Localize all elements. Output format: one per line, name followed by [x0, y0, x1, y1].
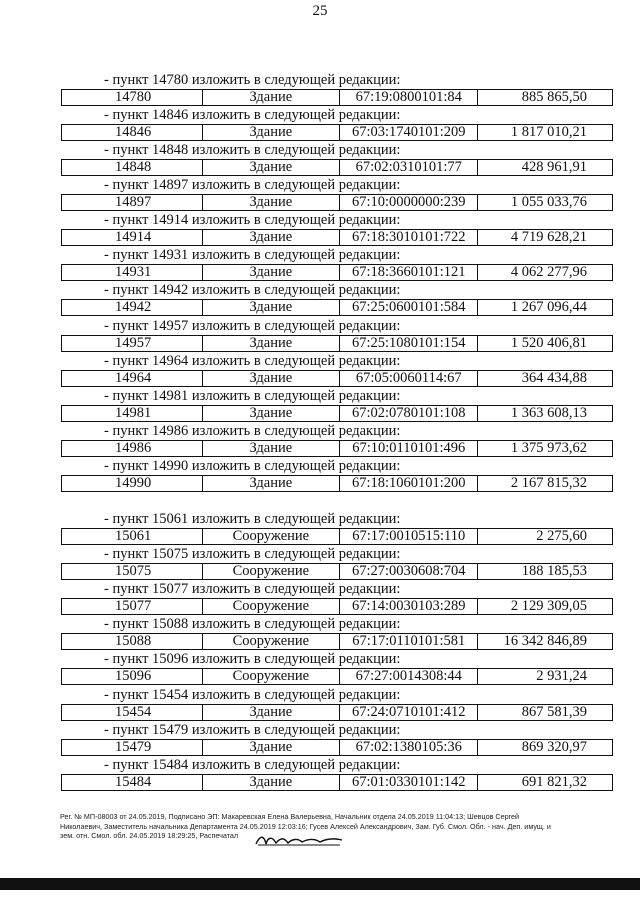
cadastral-value-cell: 1 817 010,21: [477, 125, 612, 140]
amendment-intro: - пункт 14846 изложить в следующей редакции:: [104, 107, 401, 123]
amendment-item: [0, 246, 640, 282]
footer-line-2: Николаевич, Заместитель начальника Департамента 24.05.2019 12:03:16; Гусев Алексей Александрович, Зам. Губ. Смол. Обл. - нач. Деп. имущ. и: [60, 821, 551, 831]
scan-edge-bar: [0, 878, 640, 890]
object-type-cell: Здание: [202, 371, 339, 386]
table-row: [61, 528, 613, 545]
object-type-cell: Здание: [202, 476, 339, 491]
cadastral-number-cell: 67:10:0000000:239: [339, 195, 477, 210]
cadastral-value-cell: 867 581,39: [477, 705, 612, 720]
amendment-item: [0, 615, 640, 651]
cadastral-value-cell: 2 275,60: [477, 529, 612, 544]
amendment-intro: - пункт 14914 изложить в следующей редакции:: [104, 212, 401, 228]
table-row: [61, 299, 613, 316]
item-number-cell: 15088: [115, 634, 152, 649]
item-number-cell: 15479: [115, 740, 152, 755]
object-type-cell: Здание: [202, 740, 339, 755]
cadastral-value-cell: 4 062 277,96: [477, 265, 612, 280]
amendment-intro: - пункт 14942 изложить в следующей редакции:: [104, 282, 401, 298]
amendment-intro: - пункт 14848 изложить в следующей редакции:: [104, 142, 401, 158]
amendment-item: [0, 281, 640, 317]
cadastral-value-cell: 2 167 815,32: [477, 476, 612, 491]
amendment-item: [0, 106, 640, 142]
table-row: [61, 124, 613, 141]
amendment-item: [0, 176, 640, 212]
amendment-item: [0, 422, 640, 458]
item-number-cell: 14914: [115, 230, 152, 245]
table-row: [61, 264, 613, 281]
amendment-item: [0, 352, 640, 388]
cadastral-value-cell: 428 961,91: [477, 160, 612, 175]
cadastral-value-cell: 4 719 628,21: [477, 230, 612, 245]
amendment-item: [0, 317, 640, 353]
cadastral-value-cell: 2 931,24: [477, 669, 612, 684]
amendment-intro: - пункт 15061 изложить в следующей редакции:: [104, 511, 401, 527]
table-row: [61, 440, 613, 457]
cadastral-number-cell: 67:17:0110101:581: [339, 634, 477, 649]
item-number-cell: 14931: [115, 265, 152, 280]
table-row: [61, 704, 613, 721]
cadastral-number-cell: 67:02:1380105:36: [339, 740, 477, 755]
object-type-cell: Сооружение: [202, 564, 339, 579]
cadastral-number-cell: 67:02:0310101:77: [339, 160, 477, 175]
table-row: [61, 159, 613, 176]
cadastral-number-cell: 67:19:0800101:84: [339, 90, 477, 105]
item-number-cell: 15077: [115, 599, 152, 614]
object-type-cell: Здание: [202, 441, 339, 456]
object-type-cell: Здание: [202, 406, 339, 421]
object-type-cell: Здание: [202, 336, 339, 351]
cadastral-number-cell: 67:18:1060101:200: [339, 476, 477, 491]
object-type-cell: Здание: [202, 775, 339, 790]
object-type-cell: Здание: [202, 230, 339, 245]
amendment-intro: - пункт 15096 изложить в следующей редакции:: [104, 651, 401, 667]
table-row: [61, 335, 613, 352]
amendment-intro: - пункт 14780 изложить в следующей редакции:: [104, 72, 401, 88]
amendment-intro: - пункт 14981 изложить в следующей редакции:: [104, 388, 401, 404]
object-type-cell: Сооружение: [202, 634, 339, 649]
cadastral-number-cell: 67:27:0014308:44: [339, 669, 477, 684]
amendment-intro: - пункт 15077 изложить в следующей редакции:: [104, 581, 401, 597]
amendment-item: [0, 457, 640, 493]
amendment-item: [0, 387, 640, 423]
cadastral-number-cell: 67:03:1740101:209: [339, 125, 477, 140]
item-number-cell: 14942: [115, 300, 152, 315]
cadastral-number-cell: 67:25:0600101:584: [339, 300, 477, 315]
table-row: [61, 229, 613, 246]
amendment-intro: - пункт 15075 изложить в следующей редакции:: [104, 546, 401, 562]
table-row: [61, 739, 613, 756]
table-row: [61, 668, 613, 685]
item-number-cell: 14986: [115, 441, 152, 456]
amendment-intro: - пункт 14897 изложить в следующей редакции:: [104, 177, 401, 193]
object-type-cell: Здание: [202, 160, 339, 175]
cadastral-value-cell: 869 320,97: [477, 740, 612, 755]
amendment-item: [0, 71, 640, 107]
amendment-item: [0, 580, 640, 616]
object-type-cell: Здание: [202, 705, 339, 720]
object-type-cell: Сооружение: [202, 529, 339, 544]
amendment-item: [0, 721, 640, 757]
cadastral-number-cell: 67:25:1080101:154: [339, 336, 477, 351]
amendment-item: [0, 545, 640, 581]
amendment-intro: - пункт 14990 изложить в следующей редакции:: [104, 458, 401, 474]
object-type-cell: Здание: [202, 265, 339, 280]
table-row: [61, 633, 613, 650]
cadastral-number-cell: 67:18:3010101:722: [339, 230, 477, 245]
item-number-cell: 15075: [115, 564, 152, 579]
cadastral-number-cell: 67:02:0780101:108: [339, 406, 477, 421]
table-row: [61, 194, 613, 211]
amendment-intro: - пункт 15479 изложить в следующей редакции:: [104, 722, 401, 738]
cadastral-number-cell: 67:14:0030103:289: [339, 599, 477, 614]
item-number-cell: 14981: [115, 406, 152, 421]
object-type-cell: Здание: [202, 300, 339, 315]
cadastral-value-cell: 1 375 973,62: [477, 441, 612, 456]
item-number-cell: 15484: [115, 775, 152, 790]
cadastral-value-cell: 1 267 096,44: [477, 300, 612, 315]
cadastral-number-cell: 67:27:0030608:704: [339, 564, 477, 579]
table-row: [61, 598, 613, 615]
table-row: [61, 774, 613, 791]
cadastral-number-cell: 67:01:0330101:142: [339, 775, 477, 790]
amendment-item: [0, 141, 640, 177]
cadastral-number-cell: 67:10:0110101:496: [339, 441, 477, 456]
footer-line-1: Рег. № МП-08003 от 24.05.2019, Подписано ЭП: Макаревская Елена Валерьевна, Начальник отдела 24.05.2019 11:04:13; Шевцов Сергей: [60, 812, 520, 821]
cadastral-value-cell: 691 821,32: [477, 775, 612, 790]
amendment-intro: - пункт 14964 изложить в следующей редакции:: [104, 353, 401, 369]
table-row: [61, 405, 613, 422]
item-number-cell: 14848: [115, 160, 152, 175]
table-row: [61, 370, 613, 387]
amendment-intro: - пункт 14986 изложить в следующей редакции:: [104, 423, 401, 439]
cadastral-value-cell: 364 434,88: [477, 371, 612, 386]
footer-line-3: зем. отн. Смол. обл. 24.05.2019 18:29:25, Распечатал: [60, 831, 239, 840]
table-row: [61, 475, 613, 492]
amendment-intro: - пункт 15088 изложить в следующей редакции:: [104, 616, 401, 632]
item-number-cell: 15454: [115, 705, 152, 720]
object-type-cell: Здание: [202, 90, 339, 105]
page-number: 25: [312, 3, 328, 19]
amendment-item: [0, 211, 640, 247]
item-number-cell: 15096: [115, 669, 152, 684]
table-row: [61, 563, 613, 580]
object-type-cell: Здание: [202, 195, 339, 210]
cadastral-value-cell: 885 865,50: [477, 90, 612, 105]
item-number-cell: 15061: [115, 529, 152, 544]
object-type-cell: Здание: [202, 125, 339, 140]
item-number-cell: 14897: [115, 195, 152, 210]
cadastral-value-cell: 1 363 608,13: [477, 406, 612, 421]
amendment-item: [0, 686, 640, 722]
handwritten-signature: [254, 833, 344, 847]
cadastral-value-cell: 1 520 406,81: [477, 336, 612, 351]
amendment-intro: - пункт 14931 изложить в следующей редакции:: [104, 247, 401, 263]
cadastral-value-cell: 16 342 846,89: [477, 634, 612, 649]
item-number-cell: 14780: [115, 90, 152, 105]
amendment-intro: - пункт 14957 изложить в следующей редакции:: [104, 318, 401, 334]
cadastral-number-cell: 67:17:0010515:110: [339, 529, 477, 544]
cadastral-value-cell: 1 055 033,76: [477, 195, 612, 210]
amendment-intro: - пункт 15484 изложить в следующей редакции:: [104, 757, 401, 773]
cadastral-number-cell: 67:05:0060114:67: [339, 371, 477, 386]
cadastral-value-cell: 188 185,53: [477, 564, 612, 579]
cadastral-value-cell: 2 129 309,05: [477, 599, 612, 614]
table-row: [61, 89, 613, 106]
item-number-cell: 14846: [115, 125, 152, 140]
object-type-cell: Сооружение: [202, 669, 339, 684]
item-number-cell: 14957: [115, 336, 152, 351]
object-type-cell: Сооружение: [202, 599, 339, 614]
item-number-cell: 14990: [115, 476, 152, 491]
item-number-cell: 14964: [115, 371, 152, 386]
amendment-item: [0, 510, 640, 546]
amendment-intro: - пункт 15454 изложить в следующей редакции:: [104, 687, 401, 703]
amendment-item: [0, 756, 640, 792]
cadastral-number-cell: 67:24:0710101:412: [339, 705, 477, 720]
amendment-item: [0, 650, 640, 686]
cadastral-number-cell: 67:18:3660101:121: [339, 265, 477, 280]
